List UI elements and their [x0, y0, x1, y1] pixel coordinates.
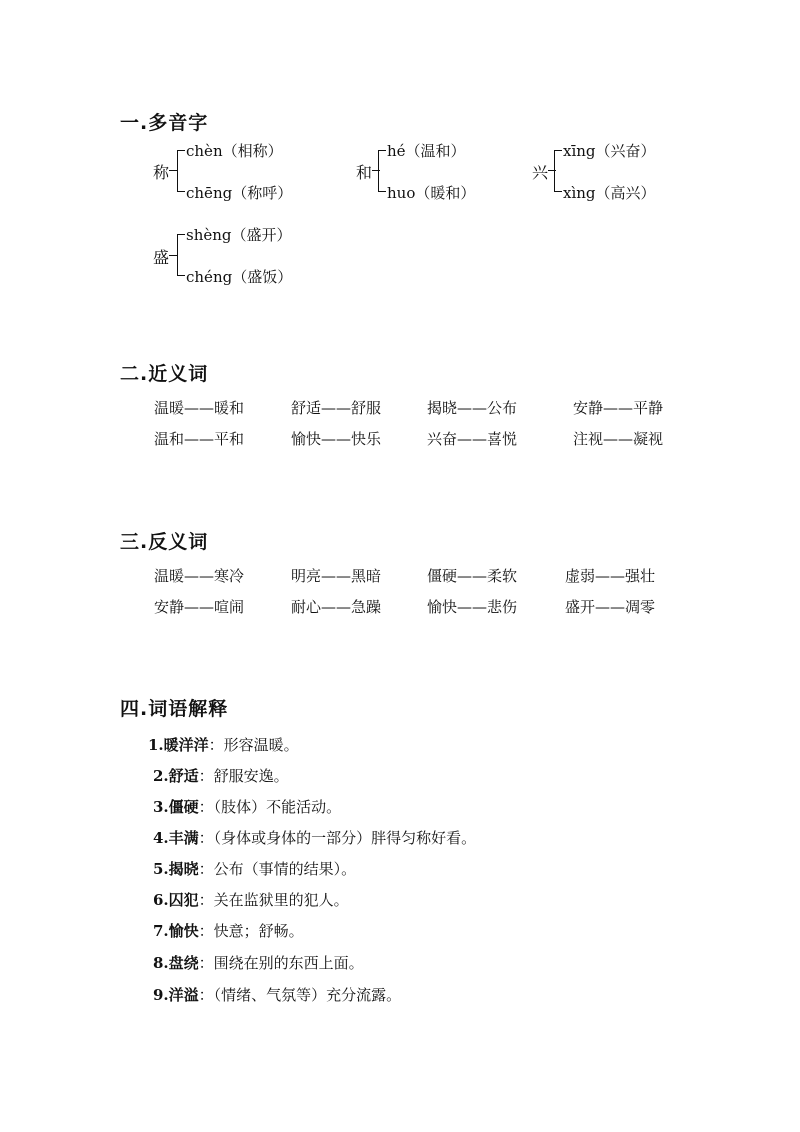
brace-bracket	[554, 150, 562, 192]
polyphone-char: 称	[153, 163, 170, 182]
definition-term: 5.揭晓	[153, 860, 199, 878]
polyphone-reading: xìng（高兴）	[563, 184, 656, 202]
synonym-pair: 兴奋——喜悦	[427, 430, 518, 448]
polyphone-reading: huo（暖和）	[387, 184, 476, 202]
definition-meaning: ：（情绪、气氛等）充分流露。	[198, 986, 402, 1004]
definition-item	[153, 889, 349, 910]
definition-item	[153, 858, 356, 879]
definition-meaning: ：围绕在别的东西上面。	[198, 954, 364, 972]
definition-term: 3.僵硬	[153, 798, 199, 816]
definition-item	[153, 796, 341, 817]
definition-meaning: ：（肢体）不能活动。	[198, 798, 342, 816]
synonym-pair: 揭晓——公布	[427, 399, 518, 417]
bracket-tick	[169, 255, 177, 256]
section-title-definitions: 四.词语解释	[120, 698, 229, 720]
polyphone-reading: hé（温和）	[387, 142, 466, 160]
definition-meaning: ：舒服安逸。	[198, 767, 289, 785]
synonym-pair: 舒适——舒服	[291, 399, 382, 417]
section-title-polyphones: 一.多音字	[120, 112, 209, 134]
definition-item	[148, 734, 299, 755]
brace-bracket	[378, 150, 386, 192]
definition-item	[153, 920, 304, 941]
section-title-antonyms: 三.反义词	[120, 531, 209, 553]
antonym-pair: 明亮——黑暗	[291, 567, 382, 585]
polyphone-char: 兴	[532, 163, 549, 182]
definition-meaning: ：形容温暖。	[208, 736, 299, 754]
definition-term: 9.洋溢	[153, 986, 199, 1004]
definition-item	[153, 984, 401, 1005]
antonym-pair: 僵硬——柔软	[427, 567, 518, 585]
definition-term: 8.盘绕	[153, 954, 199, 972]
synonym-pair: 愉快——快乐	[291, 430, 382, 448]
definition-meaning: ：快意；舒畅。	[198, 922, 304, 940]
antonym-pair: 盛开——凋零	[565, 598, 656, 616]
synonym-pair: 注视——凝视	[573, 430, 664, 448]
antonym-pair: 虚弱——强壮	[565, 567, 656, 585]
synonym-pair: 温暖——暖和	[154, 399, 245, 417]
definition-item	[153, 952, 364, 973]
polyphone-char: 盛	[153, 248, 170, 267]
polyphone-reading: shèng（盛开）	[186, 226, 292, 244]
antonym-pair: 温暖——寒冷	[154, 567, 245, 585]
definition-term: 2.舒适	[153, 767, 199, 785]
definition-term: 1.暖洋洋	[148, 736, 209, 754]
definition-meaning: ：（身体或身体的一部分）胖得匀称好看。	[198, 829, 477, 847]
polyphone-char: 和	[356, 163, 373, 182]
definition-term: 7.愉快	[153, 922, 199, 940]
polyphone-reading: xīng（兴奋）	[563, 142, 656, 160]
antonym-pair: 耐心——急躁	[291, 598, 382, 616]
brace-bracket	[177, 234, 185, 276]
definition-meaning: ：公布（事情的结果）。	[198, 860, 357, 878]
definition-item	[153, 765, 289, 786]
definition-term: 6.囚犯	[153, 891, 199, 909]
definition-meaning: ：关在监狱里的犯人。	[198, 891, 349, 909]
synonym-pair: 温和——平和	[154, 430, 245, 448]
synonym-pair: 安静——平静	[573, 399, 664, 417]
polyphone-reading: chèn（相称）	[186, 142, 283, 160]
section-title-synonyms: 二.近义词	[120, 363, 209, 385]
definition-item	[153, 827, 476, 848]
brace-bracket	[177, 150, 185, 192]
antonym-pair: 愉快——悲伤	[427, 598, 518, 616]
antonym-pair: 安静——喧闹	[154, 598, 245, 616]
definition-term: 4.丰满	[153, 829, 199, 847]
polyphone-reading: chēng（称呼）	[186, 184, 293, 202]
bracket-tick	[169, 170, 177, 171]
polyphone-reading: chéng（盛饭）	[186, 268, 293, 286]
